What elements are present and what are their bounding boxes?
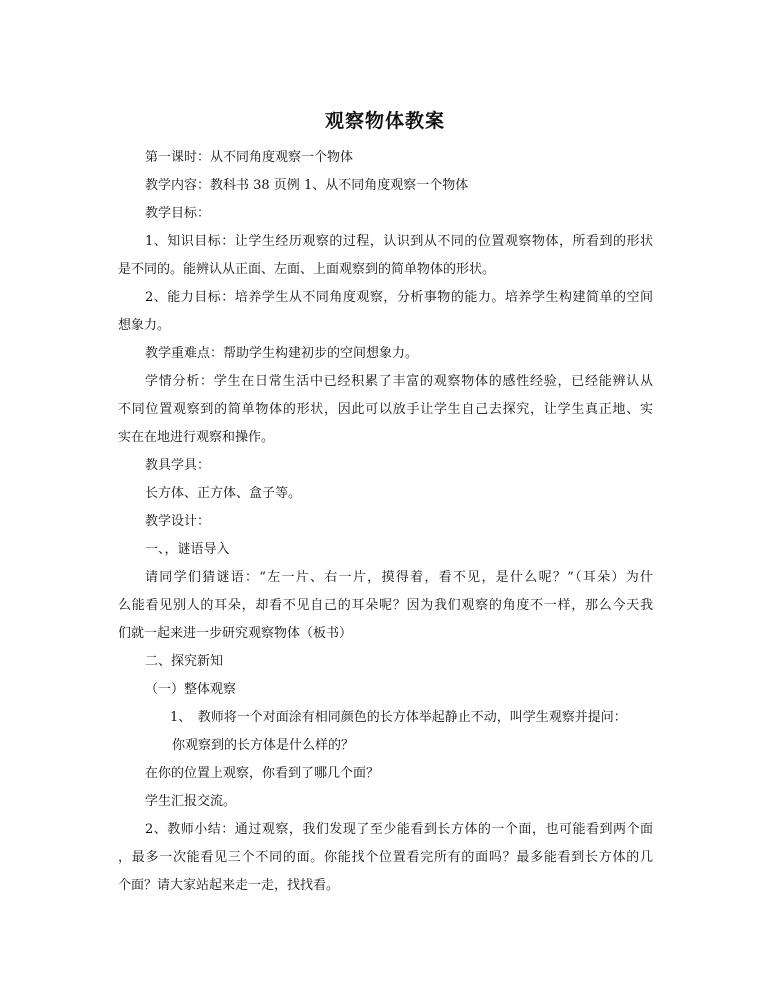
document-title: 观察物体教案 [324,110,445,132]
text-line: 实在在地进行观察和操作。 [118,430,275,445]
text-line: 教学目标： [145,206,211,221]
text-line: 请同学们猜谜语：“左一片、右一片，摸得着，看不见，是什么呢？”（耳朵）为什 [145,570,653,585]
text-line: 长方体、正方体、盒子等。 [145,486,302,501]
text-line: 你观察到的长方体是什么样的？ [172,738,355,753]
text-line: 二、探究新知 [145,654,224,669]
text-line: 第一课时：从不同角度观察一个物体 [145,150,354,165]
text-line: 一、，谜语导入 [145,542,230,557]
text-line: 们就一起来进一步研究观察物体（板书） [118,626,353,641]
text-line: （一）整体观察 [145,682,237,697]
text-line: 教具学具： [145,458,211,473]
text-line: 2、能力目标：培养学生从不同角度观察，分析事物的能力。培养学生构建简单的空间 [145,290,653,305]
text-line: 个面？请大家站起来走一走，找找看。 [118,878,340,893]
text-line: 学情分析：学生在日常生活中已经积累了丰富的观察物体的感性经验，已经能辨认从 [145,374,653,389]
text-line: 不同位置观察到的简单物体的形状，因此可以放手让学生自己去探究，让学生真正地、实 [118,402,653,417]
text-line: 教学重难点：帮助学生构建初步的空间想象力。 [145,346,419,361]
text-line: 教学内容：教科书 38 页例 1、从不同角度观察一个物体 [145,178,469,193]
text-line: 想象力。 [118,318,171,333]
text-line: ，最多一次能看见三个不同的面。你能找个位置看完所有的面吗？最多能看到长方体的几 [118,850,653,865]
text-line: 在你的位置上观察，你看到了哪几个面？ [145,766,380,781]
text-line: 是不同的。能辨认从正面、左面、上面观察到的简单物体的形状。 [118,262,496,277]
text-line: 学生汇报交流。 [145,794,237,809]
text-line: 1、知识目标：让学生经历观察的过程，认识到从不同的位置观察物体，所看到的形状 [145,234,653,249]
text-line: 么能看见别人的耳朵，却看不见自己的耳朵呢？因为我们观察的角度不一样，那么今天我 [118,598,653,613]
text-line: 教学设计： [145,514,211,529]
text-line: 1、 教师将一个对面涂有相同颜色的长方体举起静止不动，叫学生观察并提问： [170,710,627,725]
text-line: 2、教师小结：通过观察，我们发现了至少能看到长方体的一个面，也可能看到两个面 [145,822,653,837]
